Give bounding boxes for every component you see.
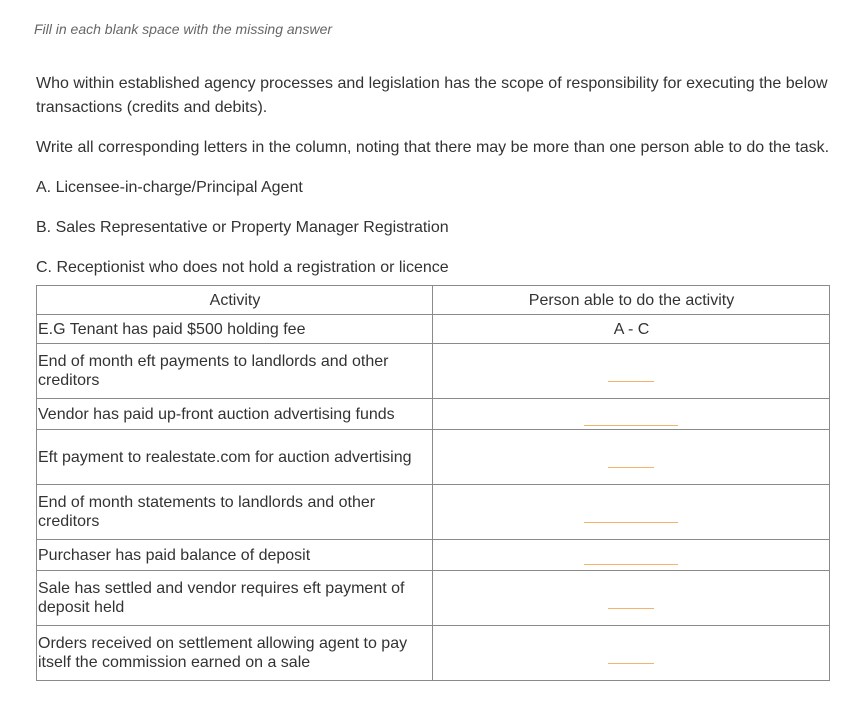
option-a: A. Licensee-in-charge/Principal Agent [36,179,303,196]
table-row [37,430,830,485]
write-instruction-text: Write all corresponding letters in the column, noting that there may be more than one person able to do the task. [36,139,830,156]
question-text: Who within established agency processes and legislation has the scope of responsibility for executing the below transactions (credits and debits). [36,75,828,116]
answer-cell [433,626,830,681]
answer-blank[interactable] [584,425,678,426]
table-header-row [37,286,830,315]
option-b: B. Sales Representative or Property Manager Registration [36,219,449,236]
activity-cell: End of month eft payments to landlords and other creditors [37,344,433,399]
activity-cell: End of month statements to landlords and other creditors [37,485,433,540]
answer-cell [433,540,830,571]
table-row [37,315,830,344]
example-answer: A - C [613,320,650,338]
answer-cell [433,571,830,626]
answer-blank[interactable] [608,467,654,468]
answer-blank[interactable] [608,663,654,664]
answer-blank[interactable] [584,564,678,565]
table-row [37,540,830,571]
answer-blank[interactable] [608,381,654,382]
activity-cell: Orders received on settlement allowing agent to pay itself the commission earned on a sale [37,626,433,681]
table-row [37,626,830,681]
header-person: Person able to do the activity [433,286,830,315]
instruction-text: Fill in each blank space with the missing answer [34,21,333,37]
answer-table [36,285,830,681]
activity-cell: Purchaser has paid balance of deposit [37,540,433,571]
header-activity: Activity [37,286,433,315]
example-answer-cell [433,315,830,344]
activity-cell: Sale has settled and vendor requires eft payment of deposit held [37,571,433,626]
activity-cell: Eft payment to realestate.com for auction advertising [37,430,433,485]
table-row [37,485,830,540]
answer-cell [433,399,830,430]
activity-cell: Vendor has paid up-front auction advertising funds [37,399,433,430]
answer-blank[interactable] [608,608,654,609]
answer-cell [433,485,830,540]
table-row [37,399,830,430]
activity-cell: E.G Tenant has paid $500 holding fee [37,315,433,344]
answer-cell [433,430,830,485]
option-c: C. Receptionist who does not hold a registration or licence [36,259,449,276]
answer-blank[interactable] [584,522,678,523]
answer-cell [433,344,830,399]
table-row [37,571,830,626]
table-row [37,344,830,399]
